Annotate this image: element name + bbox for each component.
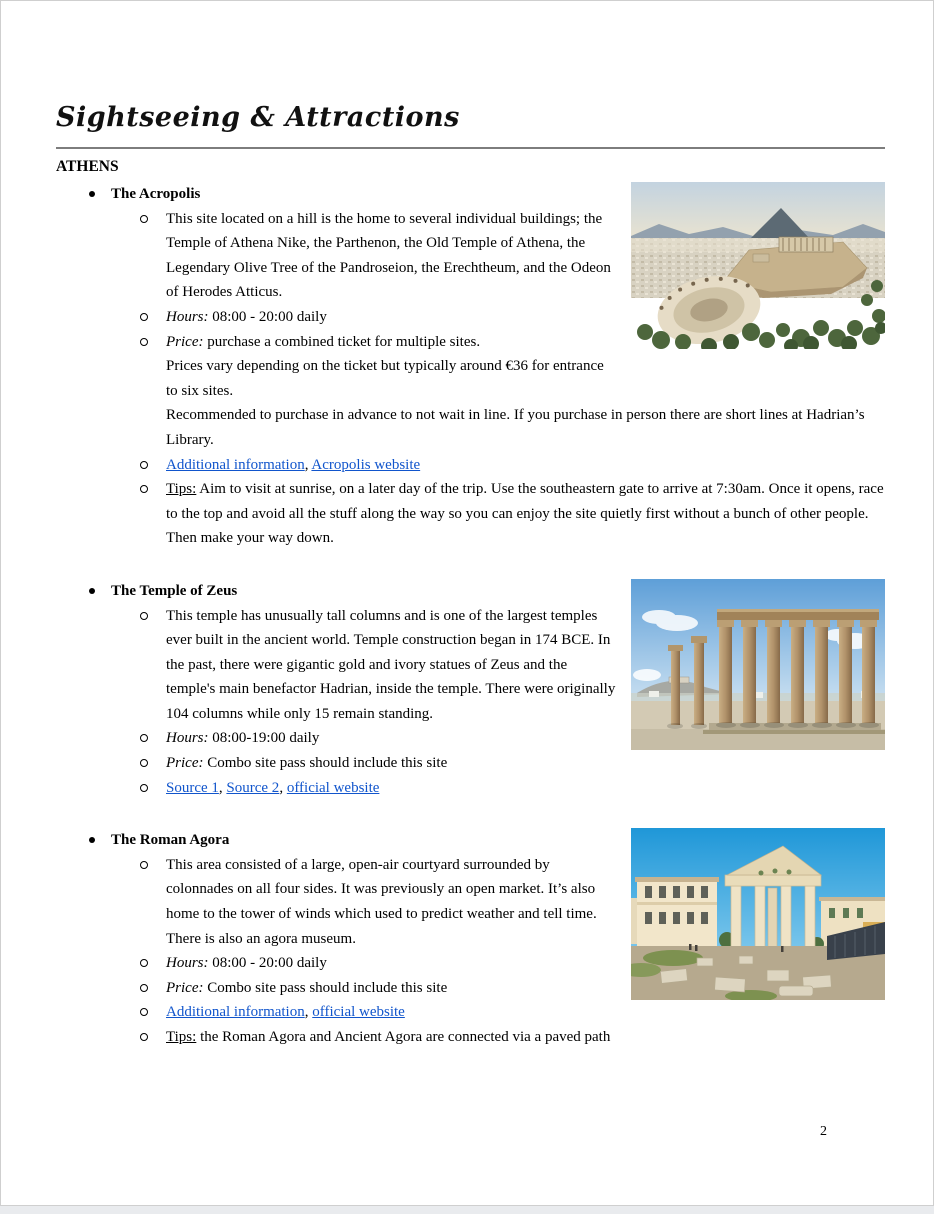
attraction-heading-temple-of-zeus (56, 579, 885, 604)
city-heading: ATHENS (56, 158, 119, 175)
additional-information-link[interactable]: Additional information (166, 456, 305, 473)
hours-label: Hours: (166, 308, 209, 325)
hours-label: Hours: (166, 730, 209, 747)
hours-label: Hours: (166, 955, 209, 972)
agora-description: This area consisted of a large, open-air courtyard surrounded by colonnades on all four sides. It was previously an open market. It’s also home to the tower of winds which used to predict weather and tell time. There is also an agora museum. (56, 853, 885, 951)
agora-links: Additional information, official website (56, 1000, 885, 1025)
acropolis-tips: Tips: Aim to visit at sunrise, on a later day of the trip. Use the southeastern gate to arrive at 7:30am. Once it opens, race to the top and avoid all the stuff along the way so you can enjoy the site quietly first without a bunch of other people. Then make your way down. (56, 477, 885, 551)
attraction-heading-acropolis (56, 182, 885, 207)
agora-tips: Tips: the Roman Agora and Ancient Agora are connected via a paved path (56, 1025, 885, 1050)
title-divider (56, 147, 885, 149)
zeus-hours: Hours: 08:00-19:00 daily (56, 726, 885, 751)
zeus-price: Price: Combo site pass should include this site (56, 751, 885, 776)
source-1-link[interactable]: Source 1 (166, 779, 219, 796)
acropolis-price: Price: purchase a combined ticket for multiple sites. Prices vary depending on the ticket but typically around €36 for entrance to six sites. Recommended to purchase in advance to not wait in line. If you purchase in person there are short lines at Hadrian’s Library. (56, 330, 885, 453)
attraction-name: The Temple of Zeus (111, 582, 238, 599)
attraction-section-temple-of-zeus (56, 579, 885, 800)
page-number: 2 (820, 1124, 827, 1139)
attraction-section-roman-agora (56, 828, 885, 1049)
price-label: Price: (166, 755, 204, 772)
zeus-links: Source 1, Source 2, official website (56, 776, 885, 801)
attraction-name: The Roman Agora (111, 832, 230, 849)
acropolis-website-link[interactable]: Acropolis website (311, 456, 421, 473)
source-2-link[interactable]: Source 2 (226, 779, 280, 796)
official-website-link[interactable]: official website (312, 1004, 405, 1021)
price-label: Price: (166, 979, 204, 996)
attraction-heading-roman-agora (56, 828, 885, 853)
tips-label: Tips: (166, 481, 197, 498)
acropolis-hours: Hours: 08:00 - 20:00 daily (56, 305, 885, 330)
official-website-link[interactable]: official website (286, 779, 380, 796)
page-title: Sightseeing & Attractions (56, 102, 460, 133)
attraction-section-acropolis (56, 182, 885, 551)
price-label: Price: (166, 333, 204, 350)
additional-information-link[interactable]: Additional information (166, 1004, 305, 1021)
zeus-description: This temple has unusually tall columns and is one of the largest temples ever built in the ancient world. Temple construction began in 174 BCE. In the past, there were gigantic gold and ivory statues of Zeus and the temple's main benefactor Hadrian, inside the temple. There were originally 104 columns while only 15 remain standing. (56, 604, 885, 727)
attraction-name: The Acropolis (111, 186, 201, 202)
acropolis-description: This site located on a hill is the home to several individual buildings; the Temple of Athena Nike, the Parthenon, the Old Temple of Athena, the Legendary Olive Tree of the Pandroseion, the Erechtheum, and the Odeon of Herodes Atticus. (56, 207, 885, 305)
acropolis-links: Additional information, Acropolis website (56, 453, 885, 478)
agora-hours: Hours: 08:00 - 20:00 daily (56, 951, 885, 976)
agora-price: Price: Combo site pass should include this site (56, 976, 885, 1001)
tips-label: Tips: (166, 1029, 197, 1045)
